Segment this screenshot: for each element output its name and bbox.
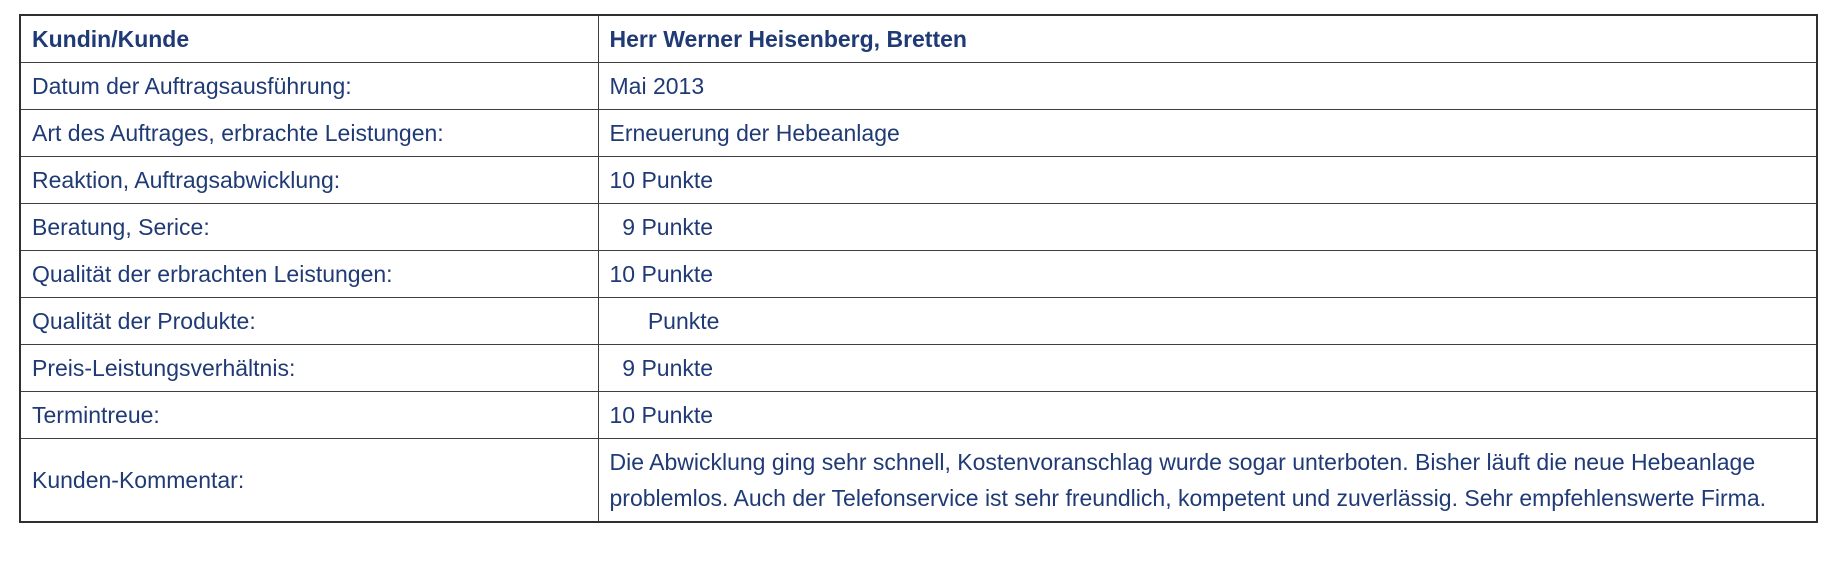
row-value-cell: 10 Punkte — [598, 251, 1817, 298]
row-value-cell: 10 Punkte — [598, 392, 1817, 439]
row-label-cell: Qualität der erbrachten Leistungen: — [20, 251, 598, 298]
table-row-comment — [20, 439, 1817, 523]
row-value-cell: Punkte — [598, 298, 1817, 345]
row-value-cell: Die Abwicklung ging sehr schnell, Kostenvoranschlag wurde sogar unterboten. Bisher läuft die neue Hebeanlage problemlos. Auch der Telefonservice ist sehr freundlich, kompetent und zuverlässig. Sehr empfehlenswerte Firma. — [598, 439, 1817, 523]
row-value-cell: Mai 2013 — [598, 63, 1817, 110]
table-row — [20, 251, 1817, 298]
row-value-cell: 9 Punkte — [598, 345, 1817, 392]
row-label-cell: Beratung, Serice: — [20, 204, 598, 251]
table-row — [20, 392, 1817, 439]
customer-review-table — [19, 14, 1818, 523]
table-row — [20, 345, 1817, 392]
row-value-cell: Erneuerung der Hebeanlage — [598, 110, 1817, 157]
row-label-cell: Preis-Leistungsverhältnis: — [20, 345, 598, 392]
row-label-cell: Kunden-Kommentar: — [20, 439, 598, 523]
table-row — [20, 157, 1817, 204]
row-label-cell: Qualität der Produkte: — [20, 298, 598, 345]
header-value-cell: Herr Werner Heisenberg, Bretten — [598, 15, 1817, 63]
table-header-row — [20, 15, 1817, 63]
table-row — [20, 110, 1817, 157]
row-label-cell: Reaktion, Auftragsabwicklung: — [20, 157, 598, 204]
row-label-cell: Datum der Auftragsausführung: — [20, 63, 598, 110]
row-label-cell: Termintreue: — [20, 392, 598, 439]
row-value-cell: 9 Punkte — [598, 204, 1817, 251]
row-value-cell: 10 Punkte — [598, 157, 1817, 204]
table-row — [20, 298, 1817, 345]
row-label-cell: Art des Auftrages, erbrachte Leistungen: — [20, 110, 598, 157]
table-row — [20, 63, 1817, 110]
table-row — [20, 204, 1817, 251]
header-label-cell: Kundin/Kunde — [20, 15, 598, 63]
